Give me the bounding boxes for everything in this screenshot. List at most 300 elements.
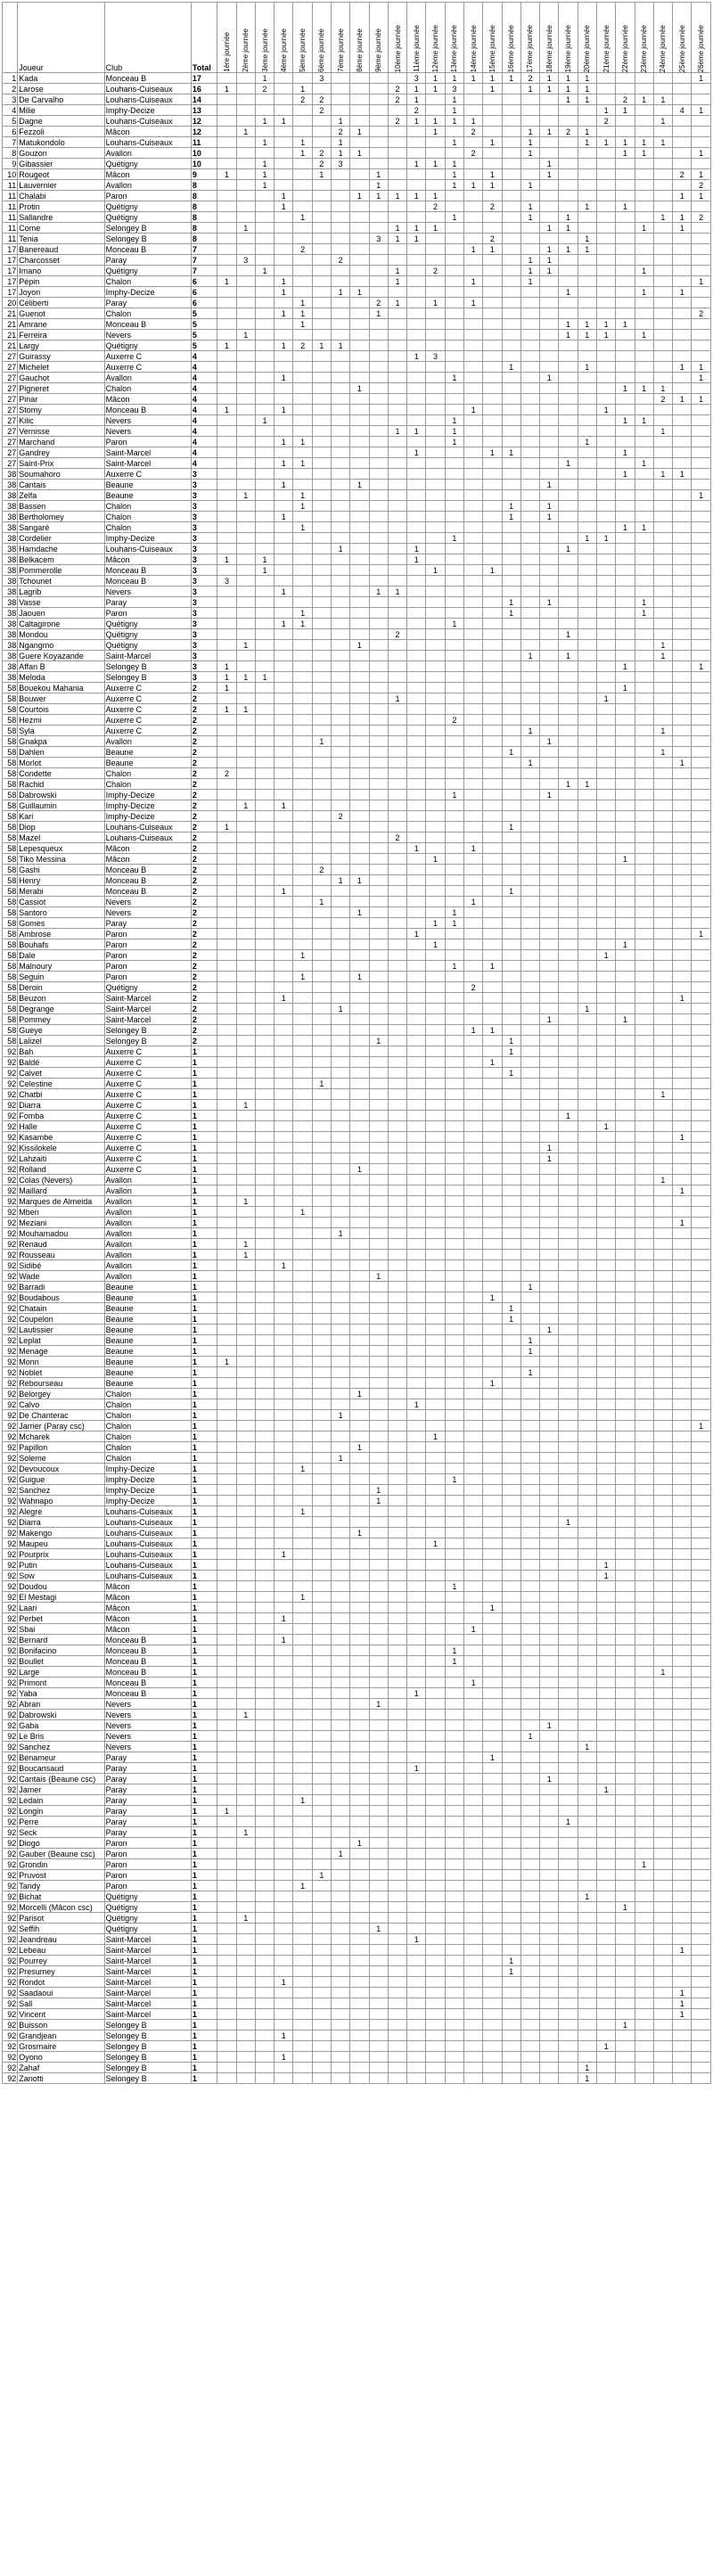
goals-cell: [616, 982, 635, 993]
goals-cell: [483, 1517, 502, 1528]
goals-cell: [559, 383, 578, 394]
round-header: [653, 3, 672, 73]
player-cell: Dabrowski: [18, 790, 104, 800]
goals-cell: 1: [463, 1025, 482, 1036]
goals-cell: [293, 875, 312, 886]
club-cell: Paron: [104, 191, 191, 201]
goals-cell: [350, 201, 369, 212]
goals-cell: [445, 950, 463, 961]
club-cell: Nevers: [104, 897, 191, 907]
goals-cell: [653, 790, 672, 800]
goals-cell: [635, 1228, 653, 1239]
total-cell: 14: [191, 94, 217, 105]
goals-cell: [407, 918, 426, 929]
goals-cell: [255, 1153, 274, 1164]
goals-cell: [692, 469, 711, 480]
goals-cell: 1: [463, 276, 482, 287]
goals-cell: [275, 415, 293, 426]
goals-cell: [369, 1410, 388, 1421]
goals-cell: 1: [407, 223, 426, 234]
goals-cell: [426, 704, 445, 715]
goals-cell: [275, 972, 293, 982]
rank-cell: 58: [3, 768, 18, 779]
goals-cell: [217, 533, 236, 544]
rank-cell: 38: [3, 565, 18, 576]
goals-cell: [616, 1453, 635, 1464]
goals-cell: [502, 105, 520, 116]
goals-cell: [635, 1613, 653, 1624]
goals-cell: [616, 779, 635, 790]
goals-cell: [578, 961, 596, 972]
goals-cell: [388, 1581, 406, 1592]
goals-cell: [255, 1538, 274, 1549]
goals-cell: [236, 405, 255, 415]
goals-cell: [540, 1731, 559, 1742]
goals-cell: [445, 1688, 463, 1699]
goals-cell: [635, 982, 653, 993]
goals-cell: [673, 1389, 692, 1399]
player-cell: Calvet: [18, 1068, 104, 1079]
goals-cell: 1: [293, 148, 312, 159]
goals-cell: [559, 1549, 578, 1560]
goals-cell: [255, 875, 274, 886]
table-row: [3, 1367, 711, 1378]
goals-cell: [426, 619, 445, 629]
goals-cell: [635, 1720, 653, 1731]
goals-cell: [312, 886, 331, 897]
goals-cell: [445, 822, 463, 833]
goals-cell: [350, 373, 369, 383]
goals-cell: [426, 447, 445, 458]
goals-cell: [293, 897, 312, 907]
goals-cell: [483, 1367, 502, 1378]
goals-cell: [559, 1389, 578, 1399]
player-cell: Vasse: [18, 597, 104, 608]
goals-cell: [502, 704, 520, 715]
rank-cell: 38: [3, 522, 18, 533]
goals-cell: [350, 1378, 369, 1389]
total-cell: 1: [191, 1720, 217, 1731]
goals-cell: [596, 565, 615, 576]
goals-cell: [255, 790, 274, 800]
goals-cell: [332, 298, 350, 308]
total-cell: 3: [191, 619, 217, 629]
goals-cell: [463, 1453, 482, 1464]
goals-cell: [578, 918, 596, 929]
goals-cell: [483, 1464, 502, 1474]
goals-cell: 1: [369, 1271, 388, 1282]
rank-cell: 11: [3, 234, 18, 244]
goals-cell: 1: [578, 1004, 596, 1014]
goals-cell: [407, 1464, 426, 1474]
goals-cell: [426, 1100, 445, 1111]
club-cell: Monceau B: [104, 886, 191, 897]
goals-cell: [653, 897, 672, 907]
goals-cell: [463, 1528, 482, 1538]
goals-cell: [559, 950, 578, 961]
goals-cell: [463, 1699, 482, 1710]
goals-cell: [520, 790, 539, 800]
goals-cell: 1: [217, 84, 236, 94]
goals-cell: [255, 308, 274, 319]
goals-cell: 1: [350, 972, 369, 982]
goals-cell: [692, 1079, 711, 1089]
goals-cell: [388, 1164, 406, 1175]
player-cell: Zelfa: [18, 490, 104, 501]
goals-cell: [653, 704, 672, 715]
goals-cell: [502, 308, 520, 319]
rank-cell: 92: [3, 1592, 18, 1603]
goals-cell: [312, 608, 331, 619]
goals-cell: [502, 1613, 520, 1624]
goals-cell: [426, 587, 445, 597]
club-cell: Auxerre C: [104, 1153, 191, 1164]
player-cell: Colas (Nevers): [18, 1175, 104, 1185]
goals-cell: [596, 1624, 615, 1635]
goals-cell: [217, 1057, 236, 1068]
goals-cell: [217, 1517, 236, 1528]
goals-cell: [520, 1742, 539, 1752]
goals-cell: 1: [520, 266, 539, 276]
goals-cell: [540, 800, 559, 811]
rank-cell: 11: [3, 191, 18, 201]
goals-cell: [350, 180, 369, 191]
total-cell: 4: [191, 426, 217, 437]
goals-cell: 1: [275, 1549, 293, 1560]
goals-cell: [635, 1057, 653, 1068]
goals-cell: [520, 1228, 539, 1239]
goals-cell: [502, 1624, 520, 1635]
goals-cell: [255, 1678, 274, 1688]
total-cell: 8: [191, 223, 217, 234]
goals-cell: 3: [369, 234, 388, 244]
goals-cell: [407, 1303, 426, 1314]
goals-cell: [236, 1731, 255, 1742]
player-cell: Benameur: [18, 1752, 104, 1763]
goals-cell: [502, 1571, 520, 1581]
goals-cell: [635, 169, 653, 180]
goals-cell: [332, 1335, 350, 1346]
rank-cell: 58: [3, 800, 18, 811]
goals-cell: [350, 1153, 369, 1164]
goals-cell: [445, 351, 463, 362]
table-row: [3, 1678, 711, 1688]
goals-cell: [483, 1228, 502, 1239]
goals-cell: [426, 1292, 445, 1303]
player-cell: Wahnapo: [18, 1496, 104, 1506]
goals-cell: 1: [255, 116, 274, 127]
goals-cell: 1: [275, 587, 293, 597]
goals-cell: [445, 1335, 463, 1346]
goals-cell: [578, 587, 596, 597]
goals-cell: [520, 533, 539, 544]
goals-cell: [653, 1185, 672, 1196]
goals-cell: [388, 683, 406, 693]
goals-cell: [332, 1581, 350, 1592]
goals-cell: [692, 554, 711, 565]
goals-cell: [388, 1271, 406, 1282]
rank-cell: 38: [3, 619, 18, 629]
goals-cell: [596, 1164, 615, 1175]
goals-cell: [426, 1057, 445, 1068]
goals-cell: [445, 1014, 463, 1025]
goals-cell: [616, 1196, 635, 1207]
club-cell: Paron: [104, 437, 191, 447]
goals-cell: [502, 736, 520, 747]
goals-cell: [217, 362, 236, 373]
table-row: [3, 715, 711, 726]
goals-cell: [445, 651, 463, 661]
goals-cell: [463, 1143, 482, 1153]
goals-cell: [578, 1474, 596, 1485]
goals-cell: [596, 490, 615, 501]
goals-cell: [275, 137, 293, 148]
goals-cell: [426, 1335, 445, 1346]
goals-cell: [673, 608, 692, 619]
goals-cell: [540, 907, 559, 918]
goals-cell: [275, 1506, 293, 1517]
table-row: [3, 1153, 711, 1164]
goals-cell: [236, 843, 255, 854]
goals-cell: [275, 554, 293, 565]
goals-cell: [616, 1528, 635, 1538]
goals-cell: [596, 544, 615, 554]
goals-cell: [350, 608, 369, 619]
goals-cell: [255, 1485, 274, 1496]
goals-cell: [483, 1453, 502, 1464]
goals-cell: [255, 1399, 274, 1410]
goals-cell: 1: [388, 234, 406, 244]
goals-cell: [255, 1314, 274, 1325]
goals-cell: [255, 298, 274, 308]
goals-cell: [388, 929, 406, 939]
rank-cell: 10: [3, 169, 18, 180]
goals-cell: [236, 94, 255, 105]
total-cell: 1: [191, 1742, 217, 1752]
player-cell: Leplat: [18, 1335, 104, 1346]
goals-cell: [312, 854, 331, 865]
goals-cell: [388, 244, 406, 255]
goals-cell: [596, 608, 615, 619]
goals-cell: [388, 1250, 406, 1260]
goals-cell: 1: [673, 394, 692, 405]
goals-cell: [559, 1164, 578, 1175]
goals-cell: [578, 469, 596, 480]
goals-cell: [653, 972, 672, 982]
goals-cell: [332, 1271, 350, 1282]
goals-cell: [332, 972, 350, 982]
goals-cell: [369, 73, 388, 84]
total-cell: 3: [191, 651, 217, 661]
goals-cell: [350, 1036, 369, 1046]
goals-cell: 2: [312, 159, 331, 169]
goals-cell: [520, 800, 539, 811]
goals-cell: [520, 298, 539, 308]
goals-cell: [407, 811, 426, 822]
rank-cell: 58: [3, 972, 18, 982]
goals-cell: [616, 1185, 635, 1196]
goals-cell: [616, 405, 635, 415]
goals-cell: [426, 608, 445, 619]
goals-cell: [332, 1538, 350, 1549]
goals-cell: [217, 191, 236, 201]
goals-cell: [369, 1453, 388, 1464]
goals-cell: [350, 512, 369, 522]
goals-cell: [350, 105, 369, 116]
goals-cell: [596, 426, 615, 437]
player-cell: Gomes: [18, 918, 104, 929]
goals-cell: [520, 1079, 539, 1089]
goals-cell: [653, 148, 672, 159]
goals-cell: 1: [692, 394, 711, 405]
goals-cell: [236, 1581, 255, 1592]
goals-cell: [255, 1506, 274, 1517]
goals-cell: [540, 1624, 559, 1635]
goals-cell: [293, 1399, 312, 1410]
goals-cell: 1: [332, 340, 350, 351]
goals-cell: [673, 1603, 692, 1613]
goals-cell: [483, 1389, 502, 1399]
goals-cell: [616, 554, 635, 565]
goals-cell: [616, 180, 635, 191]
goals-cell: [369, 383, 388, 394]
goals-cell: [217, 1528, 236, 1538]
goals-cell: [445, 1496, 463, 1506]
goals-cell: [332, 1282, 350, 1292]
goals-cell: [312, 201, 331, 212]
goals-cell: [445, 1303, 463, 1314]
goals-cell: [407, 201, 426, 212]
goals-cell: [255, 865, 274, 875]
goals-cell: [520, 1292, 539, 1303]
goals-cell: [616, 351, 635, 362]
goals-cell: [407, 1528, 426, 1538]
goals-cell: [293, 1346, 312, 1357]
goals-cell: [217, 298, 236, 308]
goals-cell: [463, 683, 482, 693]
goals-cell: [596, 234, 615, 244]
rank-cell: 6: [3, 127, 18, 137]
goals-cell: [255, 1325, 274, 1335]
goals-cell: [635, 1303, 653, 1314]
goals-cell: [293, 1742, 312, 1752]
goals-cell: [445, 726, 463, 736]
table-row: [3, 148, 711, 159]
goals-cell: [692, 1624, 711, 1635]
goals-cell: [445, 865, 463, 875]
goals-cell: [635, 1667, 653, 1678]
goals-cell: [502, 148, 520, 159]
goals-cell: [217, 865, 236, 875]
goals-cell: [692, 865, 711, 875]
goals-cell: [236, 437, 255, 447]
rank-cell: 38: [3, 597, 18, 608]
goals-cell: [369, 1357, 388, 1367]
goals-cell: [445, 1239, 463, 1250]
goals-cell: [463, 234, 482, 244]
goals-cell: [369, 159, 388, 169]
goals-cell: [540, 897, 559, 907]
goals-cell: [293, 1410, 312, 1421]
goals-cell: [520, 1164, 539, 1175]
goals-cell: 1: [407, 1688, 426, 1699]
goals-cell: [369, 127, 388, 137]
goals-cell: [332, 469, 350, 480]
goals-cell: [332, 1763, 350, 1774]
goals-cell: [388, 1763, 406, 1774]
goals-cell: [407, 619, 426, 629]
goals-cell: [332, 1560, 350, 1571]
goals-cell: [388, 939, 406, 950]
goals-cell: [463, 1549, 482, 1560]
goals-cell: 1: [312, 736, 331, 747]
goals-cell: [407, 1250, 426, 1260]
goals-cell: [635, 544, 653, 554]
goals-cell: 1: [616, 319, 635, 330]
goals-cell: [445, 1292, 463, 1303]
goals-cell: [445, 1185, 463, 1196]
goals-cell: [255, 1496, 274, 1506]
goals-cell: [463, 1046, 482, 1057]
goals-cell: [635, 201, 653, 212]
goals-cell: [559, 276, 578, 287]
goals-cell: [407, 982, 426, 993]
player-cell: Degrange: [18, 1004, 104, 1014]
goals-cell: [653, 693, 672, 704]
goals-cell: [616, 800, 635, 811]
goals-cell: [540, 554, 559, 565]
rank-cell: 92: [3, 1357, 18, 1367]
total-cell: 2: [191, 1036, 217, 1046]
goals-cell: [502, 1581, 520, 1592]
goals-cell: [520, 490, 539, 501]
goals-cell: 1: [635, 223, 653, 234]
player-cell: Guere Koyazande: [18, 651, 104, 661]
goals-cell: [293, 1132, 312, 1143]
goals-cell: [407, 1153, 426, 1164]
goals-cell: [407, 629, 426, 640]
total-cell: 5: [191, 330, 217, 340]
goals-cell: [540, 458, 559, 469]
rank-cell: 92: [3, 1399, 18, 1410]
goals-cell: [540, 415, 559, 426]
goals-cell: [312, 308, 331, 319]
rank-cell: 92: [3, 1421, 18, 1432]
table-row: [3, 255, 711, 266]
goals-cell: [236, 1367, 255, 1378]
goals-cell: 1: [445, 105, 463, 116]
goals-cell: [463, 704, 482, 715]
goals-cell: [332, 362, 350, 373]
total-cell: 9: [191, 169, 217, 180]
goals-cell: 1: [407, 554, 426, 565]
goals-cell: [369, 1399, 388, 1410]
total-cell: 3: [191, 501, 217, 512]
goals-cell: [578, 1228, 596, 1239]
goals-cell: [673, 661, 692, 672]
goals-cell: [520, 1153, 539, 1164]
goals-cell: [407, 1004, 426, 1014]
rank-cell: 38: [3, 480, 18, 490]
rank-cell: 58: [3, 1004, 18, 1014]
goals-cell: [483, 918, 502, 929]
goals-cell: [483, 1421, 502, 1432]
player-cell: Rachid: [18, 779, 104, 790]
goals-cell: 1: [673, 758, 692, 768]
table-row: [3, 843, 711, 854]
goals-cell: [635, 1571, 653, 1581]
player-cell: Mondou: [18, 629, 104, 640]
